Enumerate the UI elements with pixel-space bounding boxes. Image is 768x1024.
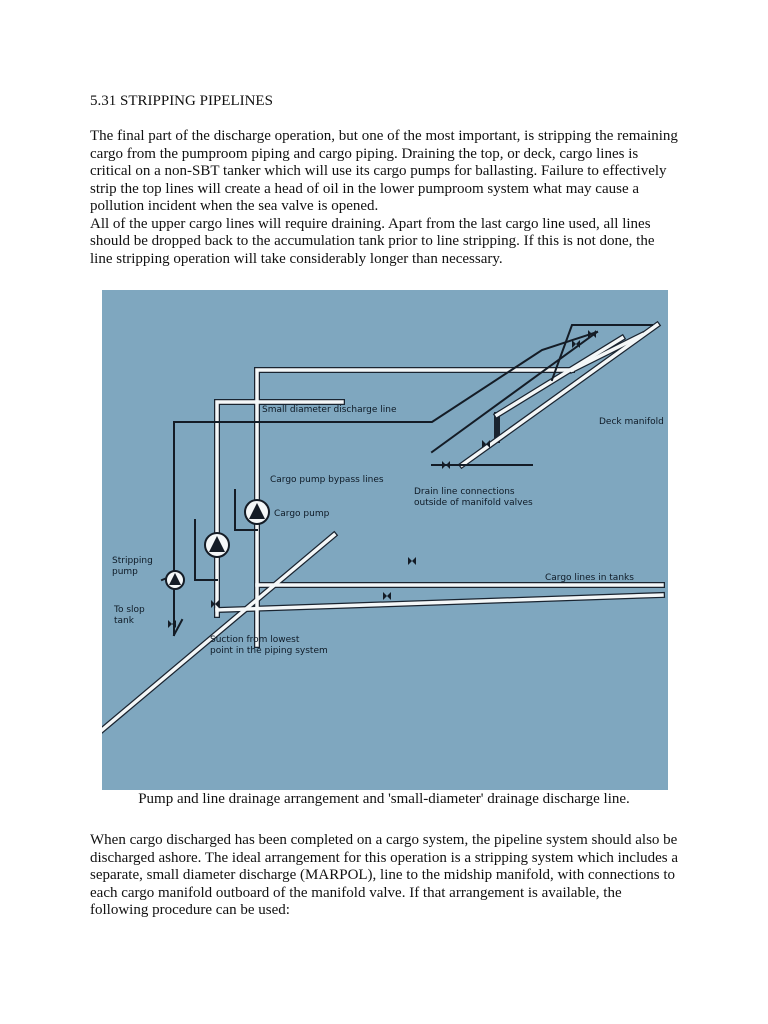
stripping-pump-icon	[166, 571, 184, 589]
cargo-pump-icon-upper	[245, 500, 269, 524]
label-stripping-1: Stripping	[112, 556, 153, 566]
label-drain-1: Drain line connections	[414, 487, 515, 497]
label-cargo-pump: Cargo pump	[274, 509, 330, 519]
pipeline-diagram-svg	[102, 290, 668, 790]
label-drain-2: outside of manifold valves	[414, 498, 533, 508]
pipeline-diagram	[102, 290, 668, 790]
intro-paragraphs	[90, 128, 680, 268]
cargo-pump-icon-lower	[205, 533, 229, 557]
label-cargo-lines: Cargo lines in tanks	[545, 573, 634, 583]
label-suction-1: Suction from lowest	[210, 635, 300, 645]
label-slop-2: tank	[114, 616, 134, 626]
label-stripping-2: pump	[112, 567, 138, 577]
label-deck-manifold: Deck manifold	[599, 417, 664, 427]
paragraph-2: When cargo discharged has been completed on a cargo system, the pipeline system should also be discharged ashore. The ideal arrangement for this operation is a stripping system which includes a separate, small diameter discharge (MARPOL), line to the midship manifold, with connections to each cargo manifold outboard of the manifold valve. If that arrangement is available, the following procedure can be used:	[90, 832, 679, 918]
paragraph-1: The final part of the discharge operation, but one of the most important, is stripping the remaining cargo from the pumproom piping and cargo piping. Draining the top, or deck, cargo lines is critical on a non-SBT tanker which will use its cargo pumps for ballasting. Failure to effectively strip the top lines will create a head of oil in the lower pumproom system what may cause a pollution incident when the sea valve is opened.	[90, 128, 678, 214]
label-suction-2: point in the piping system	[210, 646, 328, 656]
section-heading: 5.31 STRIPPING PIPELINES	[90, 93, 273, 109]
label-bypass-lines: Cargo pump bypass lines	[270, 475, 384, 485]
figure-caption: Pump and line drainage arrangement and 'small-diameter' drainage discharge line.	[138, 791, 630, 807]
label-slop-1: To slop	[114, 605, 145, 615]
label-small-diameter: Small diameter discharge line	[262, 405, 397, 415]
paragraph-1b: All of the upper cargo lines will require draining. Apart from the last cargo line used, all lines should be dropped back to the accumulation tank prior to line stripping. If this is not done, the line stripping operation will take considerably longer than necessary.	[90, 215, 655, 267]
